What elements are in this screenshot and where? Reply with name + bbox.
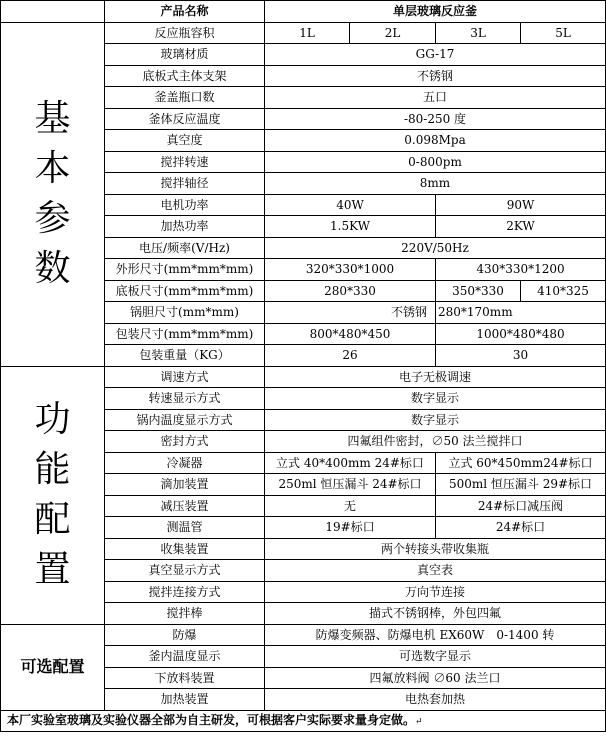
cell-value: 2KW (436, 216, 606, 238)
section-basic (1, 22, 105, 366)
cell-value: 24#标口减压阀 (436, 495, 606, 517)
row-label: 真空显示方式 (105, 560, 265, 582)
cell-value: 3L (436, 22, 521, 44)
cell-value: -80-250 度 (265, 108, 606, 130)
row-label: 底板式主体支架 (105, 65, 265, 87)
cell-value: GG-17 (265, 44, 606, 66)
row-label: 滴加装置 (105, 474, 265, 496)
cell-value: 24#标口 (436, 517, 606, 539)
corner-cell (1, 1, 105, 23)
section-function-char: 置 (34, 549, 71, 590)
cell-value: 不锈钢 (265, 65, 606, 87)
section-basic-char: 数 (34, 248, 71, 289)
cell-value: 220V/50Hz (265, 237, 606, 259)
cell-value: 800*480*450 (265, 323, 436, 345)
row-label: 电压/频率(V/Hz) (105, 237, 265, 259)
row-label: 防爆 (105, 624, 265, 646)
cell-value: 1.5KW (265, 216, 436, 238)
row-label: 减压装置 (105, 495, 265, 517)
row-label: 底板尺寸(mm*mm*mm) (105, 280, 265, 302)
cell-value: 防爆变频器、防爆电机 EX60W 0-1400 转 (265, 624, 606, 646)
row-label: 锅内温度显示方式 (105, 409, 265, 431)
table-row (1, 624, 606, 646)
row-label: 加热功率 (105, 216, 265, 238)
cell-value: 可选数字显示 (265, 646, 606, 668)
cell-value: 四氟组件密封，∅50 法兰搅拌口 (265, 431, 606, 453)
cell-value: 数字显示 (265, 409, 606, 431)
section-function-char: 配 (34, 499, 71, 540)
cell-value: 1L (265, 22, 350, 44)
header-row (1, 1, 606, 23)
footer-note (1, 710, 606, 732)
row-label: 外形尺寸(mm*mm*mm) (105, 259, 265, 281)
cell-value: 电热套加热 (265, 689, 606, 711)
cell-value: 立式 40*400mm 24#标口 (265, 452, 436, 474)
row-label: 锅胆尺寸(mm*mm) (105, 302, 265, 324)
section-basic-char: 基 (34, 98, 71, 139)
section-function (1, 366, 105, 624)
cell-value: 电子无极调速 (265, 366, 606, 388)
section-optional-label: 可选配置 (20, 656, 85, 676)
row-label: 测温管 (105, 517, 265, 539)
cell-value: 19#标口 (265, 517, 436, 539)
cell-value: 8mm (265, 173, 606, 195)
row-label: 釜内温度显示 (105, 646, 265, 668)
row-label: 包装重量（KG） (105, 345, 265, 367)
row-label: 搅拌棒 (105, 603, 265, 625)
cell-value: 万向节连接 (265, 581, 606, 603)
cell-value: 410*325 (521, 280, 606, 302)
row-label: 加热装置 (105, 689, 265, 711)
cell-value: 真空表 (265, 560, 606, 582)
paragraph-mark: ↵ (415, 716, 423, 727)
cell-value: 五口 (265, 87, 606, 109)
row-label: 真空度 (105, 130, 265, 152)
cell-value: 0-800pm (265, 151, 606, 173)
cell-value: 0.098Mpa (265, 130, 606, 152)
cell-value: 280*170mm (436, 302, 606, 324)
footer-text: 本厂实验室玻璃及实验仪器全部为自主研发，可根据客户实际要求量身定做。 (7, 712, 416, 727)
row-label: 反应瓶容积 (105, 22, 265, 44)
cell-value: 350*330 (436, 280, 521, 302)
section-function-char: 能 (34, 449, 71, 490)
cell-value: 5L (521, 22, 606, 44)
row-label: 下放料装置 (105, 667, 265, 689)
cell-value: 不锈钢 (265, 302, 436, 324)
cell-value: 立式 60*450mm24#标口 (436, 452, 606, 474)
cell-value: 描式不锈钢棒，外包四氟 (265, 603, 606, 625)
cell-value: 1000*480*480 (436, 323, 606, 345)
cell-value: 四氟放料阀 ∅60 法兰口 (265, 667, 606, 689)
cell-value: 两个转接头带收集瓶 (265, 538, 606, 560)
cell-value: 40W (265, 194, 436, 216)
cell-value: 数字显示 (265, 388, 606, 410)
section-optional (1, 624, 105, 710)
cell-value: 430*330*1200 (436, 259, 606, 281)
cell-value: 250ml 恒压漏斗 24#标口 (265, 474, 436, 496)
table-row (1, 366, 606, 388)
row-label: 釜体反应温度 (105, 108, 265, 130)
row-label: 搅拌转速 (105, 151, 265, 173)
cell-value: 2L (350, 22, 436, 44)
cell-value: 30 (436, 345, 606, 367)
cell-value: 500ml 恒压漏斗 29#标口 (436, 474, 606, 496)
row-label: 调速方式 (105, 366, 265, 388)
row-label: 搅拌轴径 (105, 173, 265, 195)
row-label: 釜盖瓶口数 (105, 87, 265, 109)
footer-row (1, 710, 606, 732)
row-label: 玻璃材质 (105, 44, 265, 66)
row-label: 包装尺寸(mm*mm*mm) (105, 323, 265, 345)
cell-value: 280*330 (265, 280, 436, 302)
section-basic-char: 参 (34, 198, 71, 239)
cell-value: 26 (265, 345, 436, 367)
product-name: 单层玻璃反应釜 (265, 1, 606, 23)
cell-value: 无 (265, 495, 436, 517)
cell-value: 90W (436, 194, 606, 216)
row-label: 收集装置 (105, 538, 265, 560)
section-basic-char: 本 (34, 148, 71, 189)
row-label: 搅拌连接方式 (105, 581, 265, 603)
row-label: 转速显示方式 (105, 388, 265, 410)
row-label: 电机功率 (105, 194, 265, 216)
row-label: 冷凝器 (105, 452, 265, 474)
table-row (1, 22, 606, 44)
product-name-label: 产品名称 (105, 1, 265, 23)
cell-value: 320*330*1000 (265, 259, 436, 281)
section-function-char: 功 (34, 399, 71, 440)
row-label: 密封方式 (105, 431, 265, 453)
